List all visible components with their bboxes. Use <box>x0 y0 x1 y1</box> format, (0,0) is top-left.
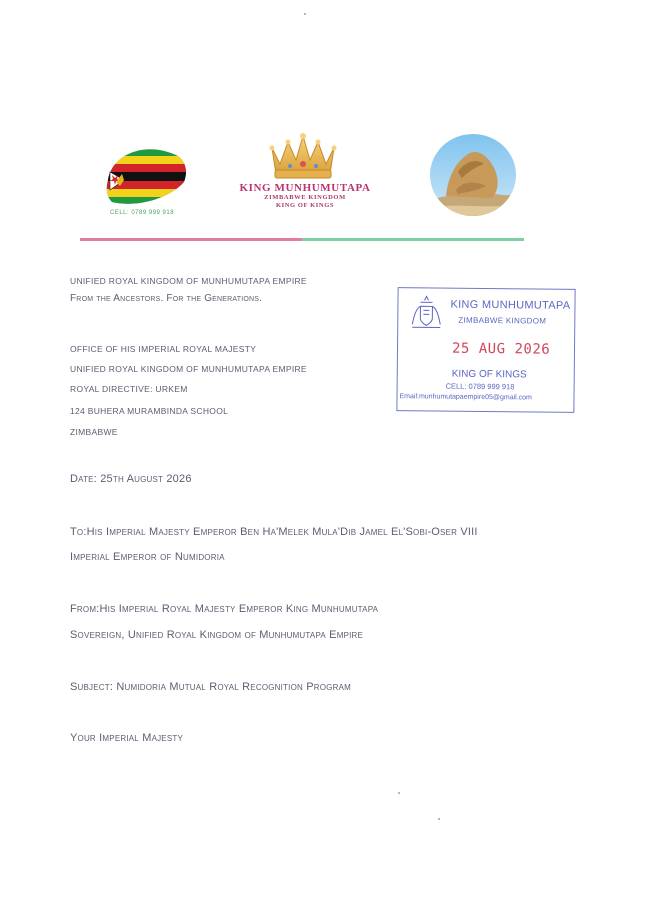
scan-speck <box>438 818 440 820</box>
stamp-date: 25 AUG 2026 <box>451 340 551 358</box>
salutation: Your Imperial Majesty <box>70 732 183 744</box>
stamp-name: KING MUNHUMUTAPA <box>450 298 571 312</box>
recipient-line: To:His Imperial Majesty Emperor Ben Ha'Melek Mula'Dib Jamel El'Sobi-Oser VIII <box>70 526 478 538</box>
brand-name: KING MUNHUMUTAPA <box>239 182 371 194</box>
empire-heading: UNIFIED ROYAL KINGDOM OF MUNHUMUTAPA EMPIRE <box>70 276 307 286</box>
rock-formation-icon <box>428 132 518 218</box>
scan-speck <box>398 792 400 794</box>
brand-subtitle: ZIMBABWE KINGDOM <box>264 194 346 201</box>
recipient-title: Imperial Emperor of Numidoria <box>70 551 225 563</box>
empire-motto: From the Ancestors. For the Generations. <box>70 293 263 304</box>
coat-of-arms-icon <box>406 294 446 332</box>
stamp-cell: CELL: 0789 999 918 <box>445 381 515 392</box>
sender-title: Sovereign, Unified Royal Kingdom of Munhumutapa Empire <box>70 629 364 641</box>
letterhead-divider <box>80 238 524 241</box>
letterhead-cell-number: CELL: 0789 999 918 <box>110 210 175 216</box>
brand-tagline: KING OF KINGS <box>275 202 335 209</box>
directive-line: ROYAL DIRECTIVE: URKEM <box>70 384 188 394</box>
letter-date: Date: 25th August 2026 <box>70 473 192 485</box>
subject-line: Subject: Numidoria Mutual Royal Recognition Program <box>70 681 351 693</box>
country-line: ZIMBABWE <box>70 427 118 437</box>
letterhead-title <box>222 182 388 210</box>
scan-speck <box>304 13 306 15</box>
crown-icon <box>266 130 340 182</box>
sender-line: From:His Imperial Royal Majesty Emperor King Munhumutapa <box>70 603 379 615</box>
stamp-email: Email:munhumutapaempire05@gmail.com <box>399 393 532 402</box>
office-line: OFFICE OF HIS IMPERIAL ROYAL MAJESTY <box>70 344 257 354</box>
address-line: 124 BUHERA MURAMBINDA SCHOOL <box>70 406 229 416</box>
royal-stamp <box>396 287 575 413</box>
stamp-title: KING OF KINGS <box>451 368 527 381</box>
stamp-kingdom: ZIMBABWE KINGDOM <box>458 315 547 326</box>
kingdom-line: UNIFIED ROYAL KINGDOM OF MUNHUMUTAPA EMPIRE <box>70 364 307 374</box>
